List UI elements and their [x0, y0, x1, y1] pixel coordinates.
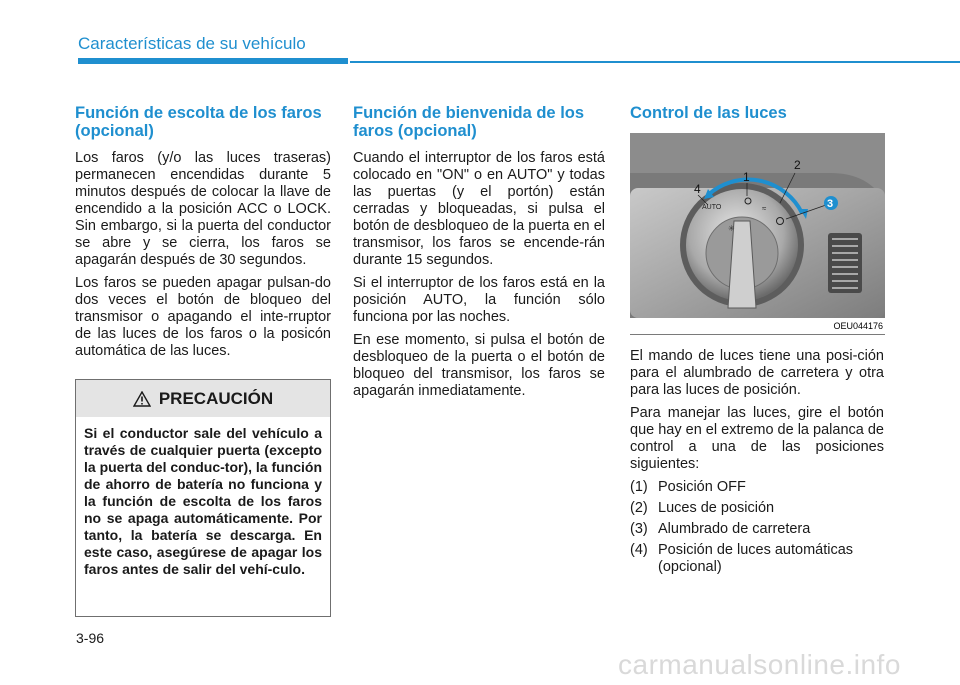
section-title: Características de su vehículo — [78, 34, 306, 53]
escort-paragraph-2: Los faros se pueden apagar pulsan-do dos veces el botón de bloqueo del transmisor o apagando el inte-rruptor de las luces de los faros o la posicón automática de las luces. — [75, 275, 331, 359]
header-rule-thick — [78, 58, 348, 64]
callout-2: 2 — [794, 158, 801, 172]
list-item-text: Luces de posición — [658, 500, 775, 516]
caution-header — [76, 380, 330, 417]
watermark: carmanualsonline.info — [618, 649, 901, 680]
list-item — [630, 500, 884, 517]
light-control-body — [630, 340, 884, 580]
welcome-paragraph-3: En ese momento, si pulsa el botón de desbloqueo de la puerta o el botón de bloqueo del transmisor, los faros se apagarán inmediatamente. — [353, 332, 605, 399]
svg-text:≈: ≈ — [762, 204, 767, 213]
escort-heading: Función de escolta de los faros (opcional) — [75, 104, 322, 140]
light-control-paragraph-1: El mando de luces tiene una posi-ción para el alumbrado de carretera y otra para las luces de posición. — [630, 348, 884, 398]
light-control-heading: Control de las luces — [630, 104, 787, 122]
callout-1: 1 — [743, 170, 750, 184]
callout-3: 3 — [827, 198, 834, 210]
list-item-text: Alumbrado de carretera — [658, 521, 811, 537]
light-switch-illustration — [630, 133, 885, 335]
caution-text: Si el conductor sale del vehículo a través de cualquier puerta (excepto la puerta del conduc-tor), la función de ahorro de batería no funciona y la función de escolta de los faros no se apaga automáticamente. Por tanto, la batería se descarga. En este caso, asegúrese de apagar los faros antes de salir del vehí-culo. — [84, 425, 323, 577]
svg-text:✳: ✳ — [728, 224, 735, 233]
header-rule-thin — [350, 61, 960, 63]
list-item-number: (2) — [630, 500, 648, 516]
figure-code: OEU044176 — [630, 318, 885, 334]
list-item — [630, 542, 884, 576]
callout-4: 4 — [694, 182, 701, 196]
light-control-paragraph-2: Para manejar las luces, gire el botón que hay en el extremo de la palanca de control a una de las posiciones siguientes: — [630, 405, 884, 472]
list-item-text: Posición de luces automáticas (opcional) — [658, 542, 854, 575]
list-item-text: Posición OFF — [658, 479, 746, 495]
list-item-number: (4) — [630, 542, 648, 558]
list-item-number: (3) — [630, 521, 648, 537]
column-welcome — [353, 104, 605, 406]
page-number: 3-96 — [76, 630, 105, 646]
dimmer-thumbwheel — [828, 233, 862, 293]
column-light-control — [630, 104, 884, 132]
auto-position-label: AUTO — [702, 204, 722, 211]
welcome-heading: Función de bienvenida de los faros (opcional) — [353, 104, 585, 140]
list-item — [630, 479, 884, 496]
list-item-number: (1) — [630, 479, 648, 495]
welcome-paragraph-1: Cuando el interruptor de los faros está colocado en "ON" o en AUTO" y todas las puertas (y el portón) están cerradas y bloqueadas, si pulsa el botón de desbloqueo de la puerta en el transmisor, los faros se encende-rán durante 15 segundos. — [353, 150, 605, 268]
column-escort — [75, 104, 331, 366]
caution-box — [75, 379, 331, 617]
welcome-paragraph-2: Si el interruptor de los faros está en la posición AUTO, la función sólo funciona por las noches. — [353, 275, 605, 325]
caution-title: PRECAUCIÓN — [158, 388, 274, 408]
escort-paragraph-1: Los faros (y/o las luces traseras) permanecen encendidas durante 5 minutos después de colocar la llave de encendido a la posición ACC o LOCK. Sin embargo, si la puerta del conductor se abre y se cierra, los faros se apagarán después de 30 segundos. — [75, 150, 331, 268]
list-item — [630, 521, 884, 538]
warning-triangle-icon — [133, 391, 151, 407]
light-switch-figure — [630, 133, 885, 335]
